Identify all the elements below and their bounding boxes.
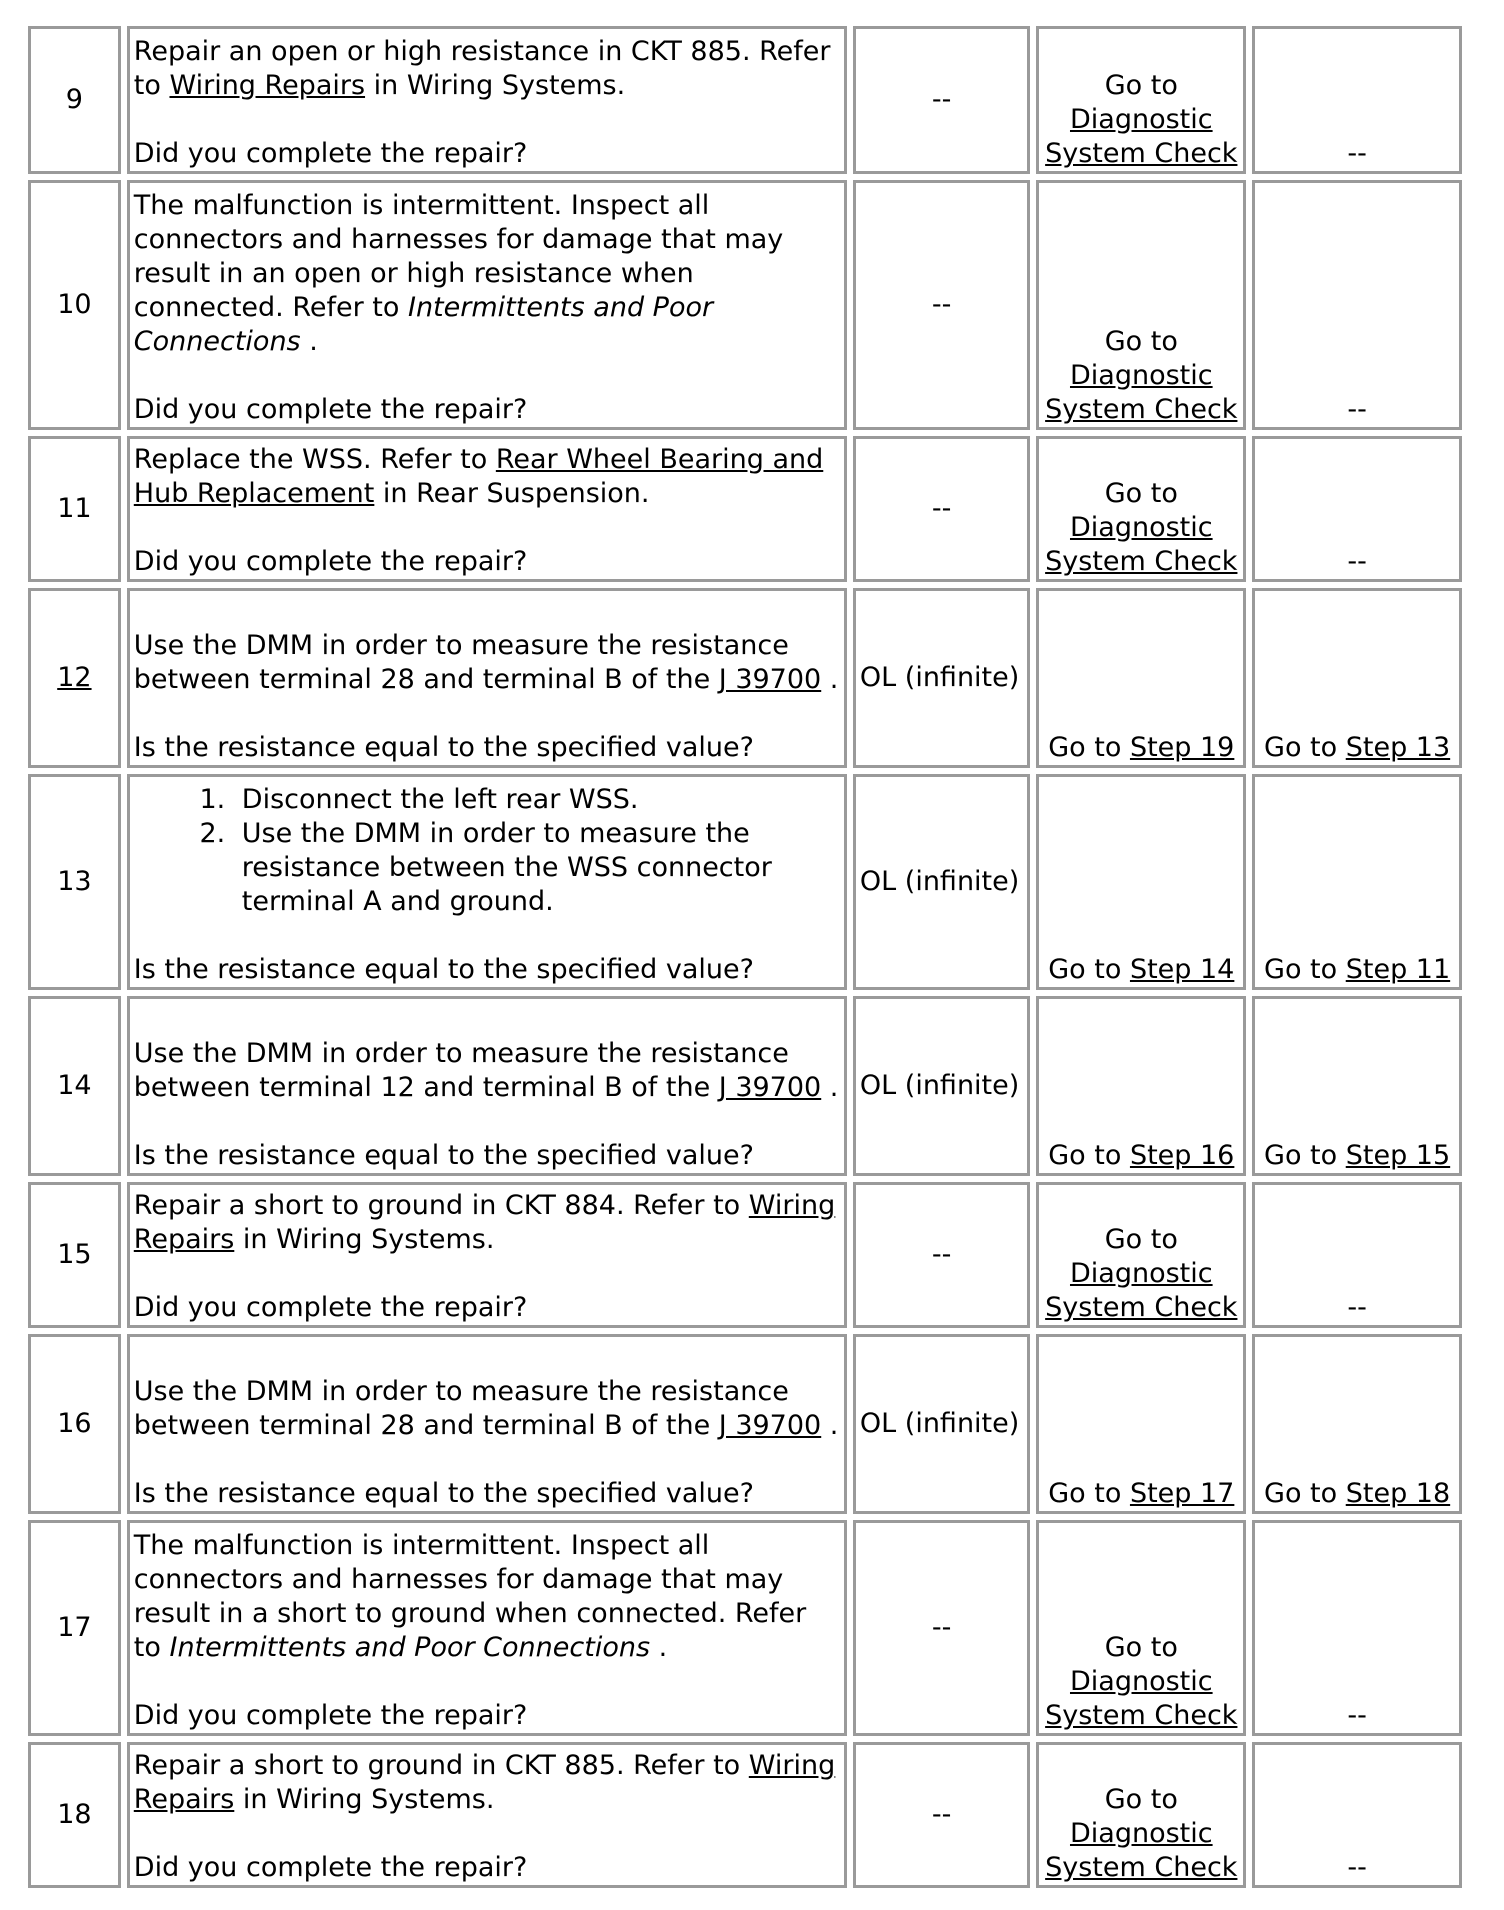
action-cell: Use the DMM in order to measure the resistance between terminal 12 and terminal B of the J 39700 . Is the resistance equal to the specified value? (127, 996, 847, 1176)
instruction-list (134, 783, 840, 919)
step-number: 11 (28, 436, 121, 582)
question-text: Is the resistance equal to the specified value? (133, 1478, 754, 1509)
list-item: 1. Disconnect the left rear WSS. (234, 783, 840, 817)
step-14-link[interactable]: Step 14 (1129, 954, 1235, 985)
table-row (28, 180, 1462, 430)
diagnostic-system-check-link[interactable]: Diagnostic System Check (1045, 360, 1238, 425)
diagnostic-system-check-link[interactable]: Diagnostic System Check (1045, 1258, 1238, 1323)
value-cell: -- (853, 436, 1031, 582)
no-cell: Go to Step 11 (1252, 774, 1462, 990)
question-text: Is the resistance equal to the specified value? (133, 954, 754, 985)
step-18-link[interactable]: Step 18 (1345, 1478, 1451, 1509)
action-cell: Use the DMM in order to measure the resistance between terminal 28 and terminal B of the J 39700 . Is the resistance equal to the specified value? (127, 588, 847, 768)
question-text: Did you complete the repair? (133, 1700, 528, 1731)
yes-cell: Go to Diagnostic System Check (1036, 1742, 1246, 1888)
step-12-link[interactable]: 12 (57, 662, 92, 693)
step-15-link[interactable]: Step 15 (1345, 1140, 1451, 1171)
yes-cell: Go to Step 16 (1036, 996, 1246, 1176)
yes-cell: Go to Diagnostic System Check (1036, 436, 1246, 582)
table-row (28, 996, 1462, 1176)
yes-cell: Go to Step 17 (1036, 1334, 1246, 1514)
no-cell: -- (1252, 180, 1462, 430)
question-text: Did you complete the repair? (133, 1852, 528, 1883)
table-row (28, 1520, 1462, 1736)
no-cell: -- (1252, 1182, 1462, 1328)
table-row (28, 1334, 1462, 1514)
wiring-repairs-link[interactable]: Wiring Repairs (133, 1190, 836, 1255)
wiring-repairs-link[interactable]: Wiring Repairs (133, 1750, 836, 1815)
table-row (28, 436, 1462, 582)
j-39700-link[interactable]: J 39700 (718, 1410, 822, 1441)
value-cell: -- (853, 180, 1031, 430)
no-cell: Go to Step 15 (1252, 996, 1462, 1176)
action-cell: Repair a short to ground in CKT 884. Refer to Wiring Repairs in Wiring Systems. Did you complete the repair? (127, 1182, 847, 1328)
step-number (28, 588, 121, 768)
value-cell: -- (853, 26, 1031, 174)
step-number: 13 (28, 774, 121, 990)
no-cell: -- (1252, 1520, 1462, 1736)
step-17-link[interactable]: Step 17 (1129, 1478, 1235, 1509)
action-cell: Use the DMM in order to measure the resistance between terminal 28 and terminal B of the J 39700 . Is the resistance equal to the specified value? (127, 1334, 847, 1514)
action-cell: Repair a short to ground in CKT 885. Refer to Wiring Repairs in Wiring Systems. Did you complete the repair? (127, 1742, 847, 1888)
diagnostic-system-check-link[interactable]: Diagnostic System Check (1045, 512, 1238, 577)
step-19-link[interactable]: Step 19 (1129, 732, 1235, 763)
table-row (28, 588, 1462, 768)
diagnostic-system-check-link[interactable]: Diagnostic System Check (1045, 1666, 1238, 1731)
value-cell: OL (infinite) (853, 996, 1031, 1176)
table-row (28, 1182, 1462, 1328)
question-text: Is the resistance equal to the specified value? (133, 1140, 754, 1171)
value-cell: -- (853, 1182, 1031, 1328)
step-number: 15 (28, 1182, 121, 1328)
question-text: Did you complete the repair? (133, 546, 528, 577)
intermittents-reference: Intermittents and Poor Connections (133, 292, 714, 357)
step-number: 14 (28, 996, 121, 1176)
value-cell: OL (infinite) (853, 1334, 1031, 1514)
value-cell: -- (853, 1520, 1031, 1736)
question-text: Did you complete the repair? (133, 394, 528, 425)
wiring-repairs-link[interactable]: Wiring Repairs (169, 70, 366, 101)
table-row (28, 26, 1462, 174)
no-cell: -- (1252, 26, 1462, 174)
action-cell: The malfunction is intermittent. Inspect all connectors and harnesses for damage that may result in an open or high resistance when connected. Refer to Intermittents and Poor Connections . Did you complete the repair? (127, 180, 847, 430)
rear-wheel-bearing-link[interactable]: Rear Wheel Bearing and Hub Replacement (133, 444, 824, 509)
yes-cell: Go to Diagnostic System Check (1036, 1182, 1246, 1328)
step-16-link[interactable]: Step 16 (1129, 1140, 1235, 1171)
table-row (28, 1742, 1462, 1888)
step-11-link[interactable]: Step 11 (1345, 954, 1451, 985)
question-text: Did you complete the repair? (133, 1292, 528, 1323)
diagnostic-system-check-link[interactable]: Diagnostic System Check (1045, 104, 1238, 169)
step-13-link[interactable]: Step 13 (1345, 732, 1451, 763)
yes-cell: Go to Step 14 (1036, 774, 1246, 990)
question-text: Did you complete the repair? (133, 138, 528, 169)
yes-cell: Go to Diagnostic System Check (1036, 1520, 1246, 1736)
question-text: Is the resistance equal to the specified value? (133, 732, 754, 763)
no-cell: -- (1252, 1742, 1462, 1888)
action-cell: Replace the WSS. Refer to Rear Wheel Bearing and Hub Replacement in Rear Suspension. Did you complete the repair? (127, 436, 847, 582)
intermittents-reference: Intermittents and Poor Connections (169, 1632, 651, 1663)
j-39700-link[interactable]: J 39700 (718, 664, 822, 695)
step-number: 9 (28, 26, 121, 174)
table-row (28, 774, 1462, 990)
diagnostic-system-check-link[interactable]: Diagnostic System Check (1045, 1818, 1238, 1883)
step-number: 17 (28, 1520, 121, 1736)
value-cell: OL (infinite) (853, 588, 1031, 768)
j-39700-link[interactable]: J 39700 (718, 1072, 822, 1103)
no-cell: -- (1252, 436, 1462, 582)
step-number: 18 (28, 1742, 121, 1888)
step-number: 16 (28, 1334, 121, 1514)
action-cell: The malfunction is intermittent. Inspect all connectors and harnesses for damage that may result in a short to ground when connected. Refer to Intermittents and Poor Connections . Did you complete the repair? (127, 1520, 847, 1736)
value-cell: OL (infinite) (853, 774, 1031, 990)
yes-cell: Go to Step 19 (1036, 588, 1246, 768)
no-cell: Go to Step 13 (1252, 588, 1462, 768)
step-number: 10 (28, 180, 121, 430)
no-cell: Go to Step 18 (1252, 1334, 1462, 1514)
yes-cell: Go to Diagnostic System Check (1036, 180, 1246, 430)
action-cell (127, 774, 847, 990)
yes-cell: Go to Diagnostic System Check (1036, 26, 1246, 174)
diagnostic-table (22, 20, 1468, 1894)
list-item: 2. Use the DMM in order to measure the resistance between the WSS connector terminal A and ground. (234, 817, 840, 919)
value-cell: -- (853, 1742, 1031, 1888)
action-cell: Repair an open or high resistance in CKT 885. Refer to Wiring Repairs in Wiring Systems. Did you complete the repair? (127, 26, 847, 174)
